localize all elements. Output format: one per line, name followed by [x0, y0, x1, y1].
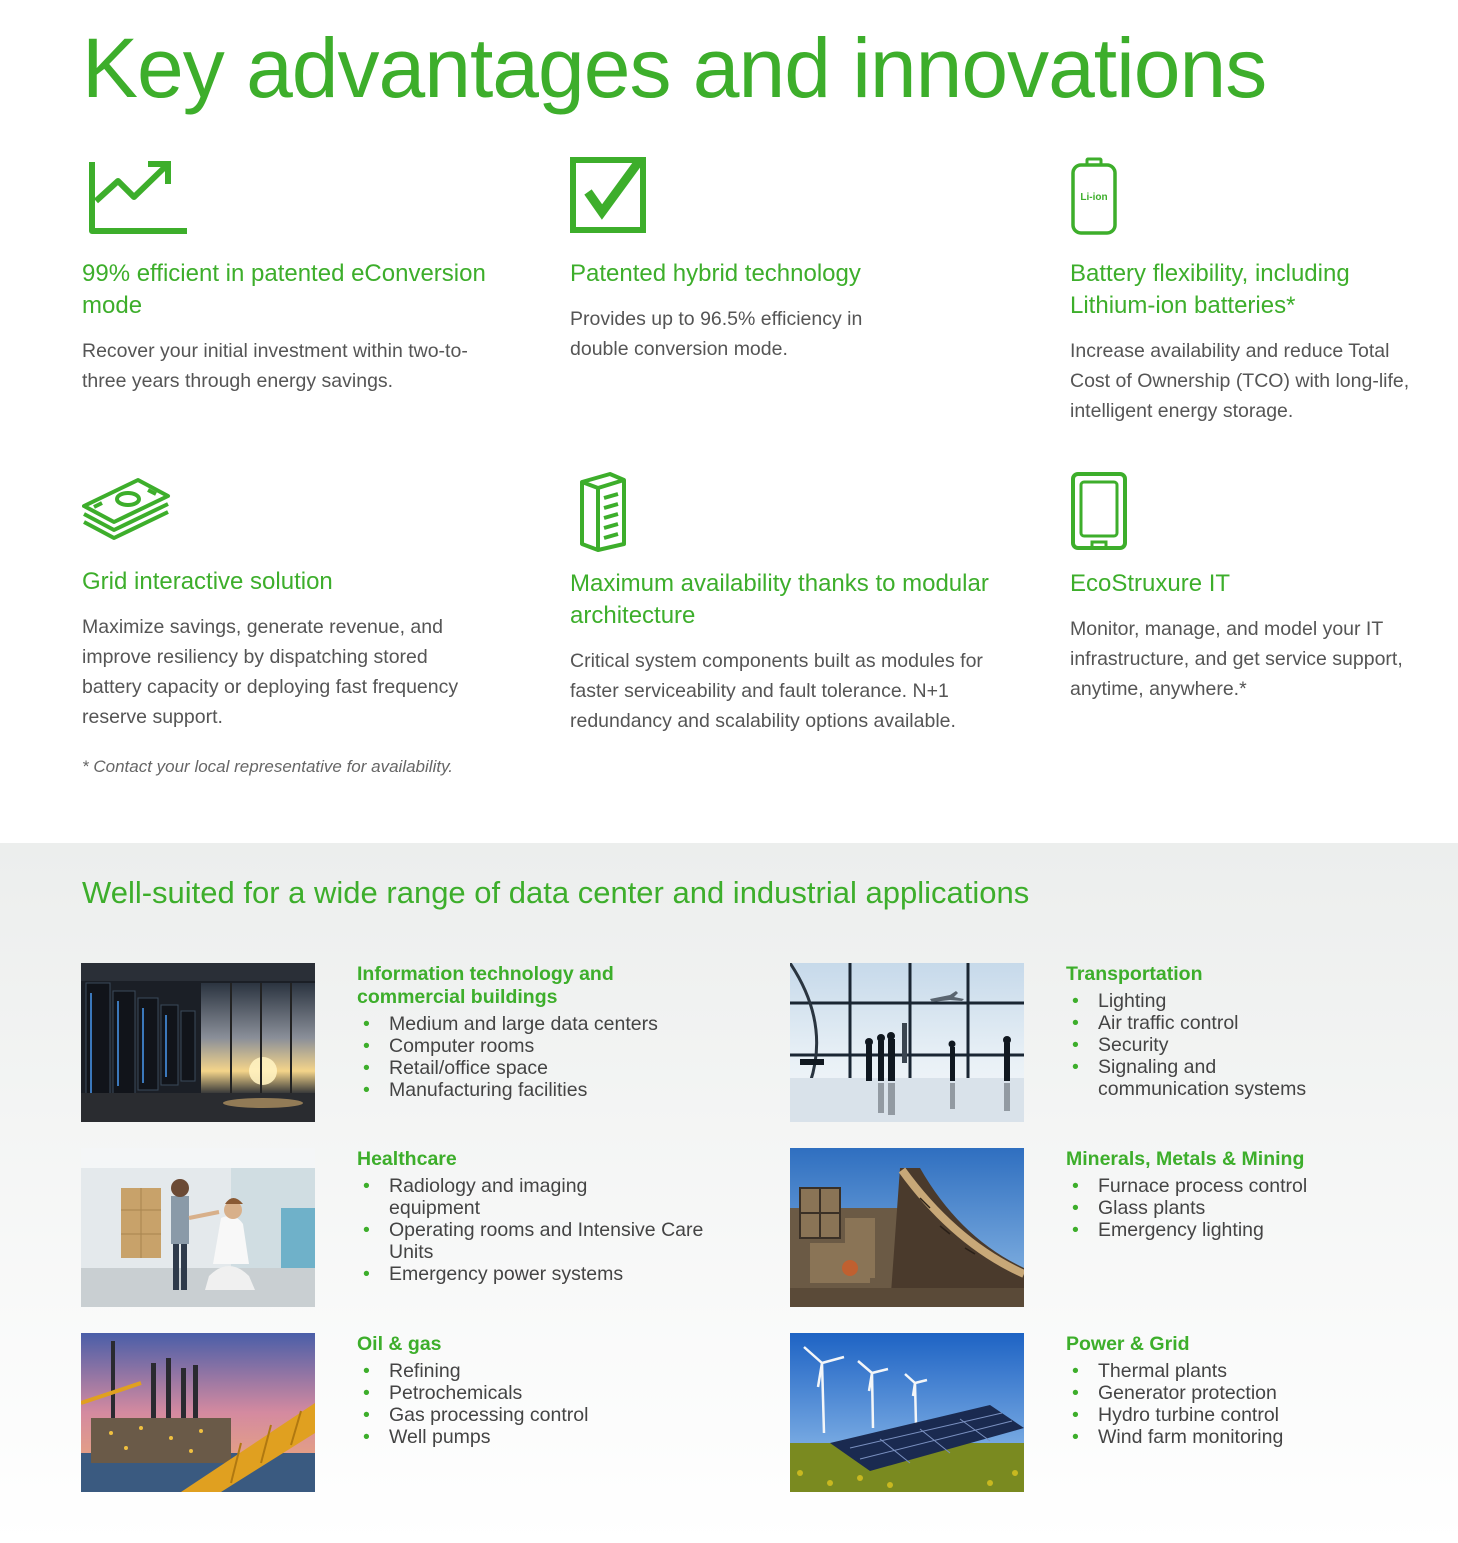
feature-heading: Patented hybrid technology [570, 260, 861, 287]
list-item: • Furnace process control [1072, 1175, 1308, 1197]
feature-body: Recover your initial investment within two-to-three years through energy savings. [82, 340, 468, 392]
feature-modular [570, 470, 1010, 736]
bullet: • [1072, 1175, 1079, 1197]
list-item: • Operating rooms and Intensive Care Units [363, 1219, 704, 1263]
list-item: • Well pumps [363, 1426, 491, 1448]
application-title: Oil & gas [357, 1333, 442, 1355]
feature-body: Maximize savings, generate revenue, and improve resiliency by dispatching stored battery capacity or deploying fast frequency reserve support. [82, 616, 459, 728]
bullet: • [1072, 1056, 1079, 1078]
money-stack-icon [82, 470, 172, 550]
bullet: • [363, 1079, 370, 1101]
mining-plant-photo [790, 1148, 1024, 1307]
bullet: • [1072, 990, 1079, 1012]
feature-heading: Grid interactive solution [82, 568, 333, 595]
bullet: • [363, 1382, 370, 1404]
bullet: • [363, 1013, 370, 1035]
feature-hybrid [570, 156, 1010, 364]
data-center-photo [81, 963, 315, 1122]
list-item: • Gas processing control [363, 1404, 589, 1426]
application-body [1066, 1333, 1458, 1448]
battery-icon-label: Li-ion [1080, 192, 1108, 203]
application-list [357, 1360, 757, 1448]
bullet: • [363, 1263, 370, 1285]
airport-photo [790, 963, 1024, 1122]
feature-body: Provides up to 96.5% efficiency in double conversion mode. [570, 308, 863, 360]
bullet: • [363, 1426, 370, 1448]
feature-efficiency [82, 156, 522, 396]
bullet: • [363, 1360, 370, 1382]
bullet: • [1072, 1404, 1079, 1426]
list-item: • Medium and large data centers [363, 1013, 658, 1035]
list-item: • Petrochemicals [363, 1382, 523, 1404]
list-item: • Retail/office space [363, 1057, 548, 1079]
modular-rack-icon [570, 470, 630, 552]
list-item: • Wind farm monitoring [1072, 1426, 1284, 1448]
list-item: • Radiology and imaging equipment [363, 1175, 588, 1219]
list-item: • Emergency lighting [1072, 1219, 1264, 1241]
application-body [357, 1333, 757, 1448]
application-title: Transportation [1066, 963, 1203, 985]
application-body [1066, 963, 1458, 1100]
feature-body: Critical system components built as modules for faster serviceability and fault tolerance. N+1 redundancy and scalability options available. [570, 650, 983, 732]
feature-heading: Battery flexibility, including Lithium-ion batteries* [1070, 260, 1350, 319]
footnote: * Contact your local representative for availability. [82, 757, 454, 776]
page-title: Key advantages and innovations [82, 21, 1267, 115]
application-list [357, 1013, 757, 1101]
trend-chart-icon [82, 156, 192, 236]
hospital-photo [81, 1148, 315, 1307]
application-body [357, 963, 757, 1101]
application-list [1066, 990, 1458, 1100]
application-list [1066, 1175, 1458, 1241]
feature-body: Monitor, manage, and model your IT infrastructure, and get service support, anytime, anywhere.* [1070, 618, 1403, 700]
bullet: • [1072, 1382, 1079, 1404]
list-item: • Signaling and communication systems [1072, 1056, 1307, 1100]
feature-heading: 99% efficient in patented eConversion mode [82, 260, 486, 319]
feature-grid [82, 470, 522, 732]
list-item: • Computer rooms [363, 1035, 535, 1057]
list-item: • Hydro turbine control [1072, 1404, 1280, 1426]
bullet: • [1072, 1034, 1079, 1056]
tablet-icon [1070, 470, 1130, 552]
list-item: • Lighting [1072, 990, 1167, 1012]
feature-heading: EcoStruxure IT [1070, 570, 1231, 597]
application-body [1066, 1148, 1458, 1241]
application-list [1066, 1360, 1458, 1448]
feature-ecostruxure [1070, 470, 1415, 704]
list-item: • Glass plants [1072, 1197, 1206, 1219]
list-item: • Emergency power systems [363, 1263, 624, 1285]
bullet: • [1072, 1360, 1079, 1382]
checkbox-icon [570, 156, 650, 236]
applications-title: Well-suited for a wide range of data center and industrial applications [82, 875, 1030, 910]
application-title: Minerals, Metals & Mining [1066, 1148, 1305, 1170]
feature-battery [1070, 156, 1415, 426]
application-title: Power & Grid [1066, 1333, 1190, 1355]
applications-section [0, 843, 1458, 1543]
application-title: Healthcare [357, 1148, 457, 1170]
bullet: • [363, 1175, 370, 1197]
bullet: • [363, 1035, 370, 1057]
offshore-platform-photo [81, 1333, 315, 1492]
bullet: • [363, 1057, 370, 1079]
list-item: • Generator protection [1072, 1382, 1277, 1404]
bullet: • [1072, 1197, 1079, 1219]
application-title: Information technology and commercial buildings [357, 963, 614, 1008]
list-item: • Air traffic control [1072, 1012, 1239, 1034]
application-list [357, 1175, 757, 1285]
bullet: • [1072, 1012, 1079, 1034]
bullet: • [1072, 1219, 1079, 1241]
list-item: • Refining [363, 1360, 461, 1382]
bullet: • [363, 1219, 370, 1241]
list-item: • Manufacturing facilities [363, 1079, 588, 1101]
bullet: • [363, 1404, 370, 1426]
list-item: • Security [1072, 1034, 1169, 1056]
solar-wind-photo [790, 1333, 1024, 1492]
list-item: • Thermal plants [1072, 1360, 1227, 1382]
feature-heading: Maximum availability thanks to modular architecture [570, 570, 989, 629]
bullet: • [1072, 1426, 1079, 1448]
application-body [357, 1148, 757, 1285]
battery-icon [1070, 156, 1120, 236]
feature-body: Increase availability and reduce Total Cost of Ownership (TCO) with long-life, intelligent energy storage. [1070, 340, 1410, 422]
